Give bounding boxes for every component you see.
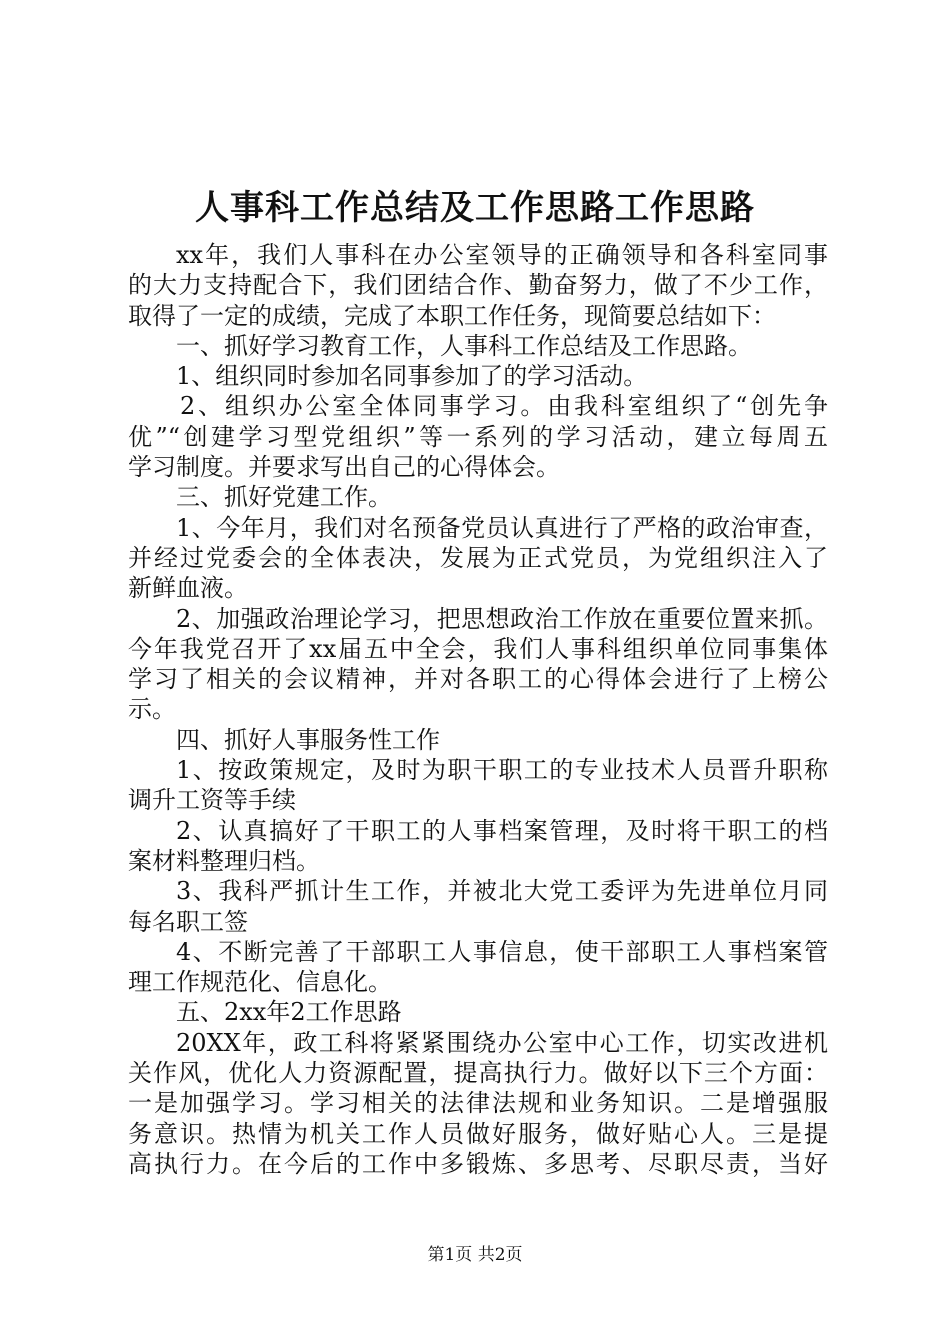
text-line: 优”“创建学习型党组织”等一系列的学习活动，建立每周五 — [128, 422, 828, 451]
text-line: 并经过党委会的全体表决，发展为正式党员，为党组织注入了 — [128, 543, 828, 572]
text-line: 学习了相关的会议精神，并对各职工的心得体会进行了上榜公 — [128, 665, 828, 694]
text-line: 1、组织同时参加名同事参加了的学习活动。 — [176, 362, 648, 391]
text-line: 2、加强政治理论学习，把思想政治工作放在重要位置来抓。 — [176, 604, 828, 633]
text-line: 新鲜血液。 — [128, 574, 248, 603]
text-line: 一是加强学习。学习相关的法律法规和业务知识。二是增强服 — [128, 1089, 828, 1118]
text-line: 今年我党召开了xx届五中全会，我们人事科组织单位同事集体 — [128, 634, 828, 663]
page-footer: 第1页 共2页 — [427, 1245, 523, 1265]
document-title: 人事科工作总结及工作思路工作思路 — [195, 188, 755, 228]
text-line: 高执行力。在今后的工作中多锻炼、多思考、尽职尽责，当好 — [128, 1149, 828, 1178]
text-line: 关作风，优化人力资源配置，提高执行力。做好以下三个方面： — [128, 1059, 828, 1088]
text-line: 2、组织办公室全体同事学习。由我科室组织了“创先争 — [180, 392, 828, 421]
text-line: 务意识。热情为机关工作人员做好服务，做好贴心人。三是提 — [128, 1119, 828, 1148]
text-line: 20XX年，政工科将紧紧围绕办公室中心工作，切实改进机 — [176, 1028, 828, 1057]
text-line: 示。 — [128, 695, 176, 724]
text-line: 五、2xx年2工作思路 — [176, 998, 402, 1027]
text-line: xx年，我们人事科在办公室领导的正确领导和各科室同事 — [176, 241, 828, 269]
text-line: 一、抓好学习教育工作，人事科工作总结及工作思路。 — [176, 331, 752, 360]
text-line: 理工作规范化、信息化。 — [128, 968, 392, 997]
text-line: 调升工资等手续 — [128, 786, 296, 815]
text-line: 4、不断完善了干部职工人事信息，使干部职工人事档案管 — [176, 937, 828, 966]
text-line: 的大力支持配合下，我们团结合作、勤奋努力，做了不少工作， — [128, 271, 828, 300]
text-line: 学习制度。并要求写出自己的心得体会。 — [128, 453, 560, 482]
document-body — [128, 240, 828, 1179]
text-line: 1、按政策规定，及时为职干职工的专业技术人员晋升职称 — [176, 756, 828, 785]
text-line: 四、抓好人事服务性工作 — [176, 725, 440, 754]
text-line: 案材料整理归档。 — [128, 846, 320, 875]
text-line: 取得了一定的成绩，完成了本职工作任务，现简要总结如下： — [128, 301, 776, 330]
text-line: 三、抓好党建工作。 — [176, 483, 392, 512]
text-line: 每名职工签 — [128, 907, 248, 936]
text-line: 3、我科严抓计生工作，并被北大党工委评为先进单位月同 — [176, 877, 828, 906]
text-line: 1、今年月，我们对名预备党员认真进行了严格的政治审查， — [176, 513, 828, 542]
text-line: 2、认真搞好了干职工的人事档案管理，及时将干职工的档 — [176, 816, 828, 845]
